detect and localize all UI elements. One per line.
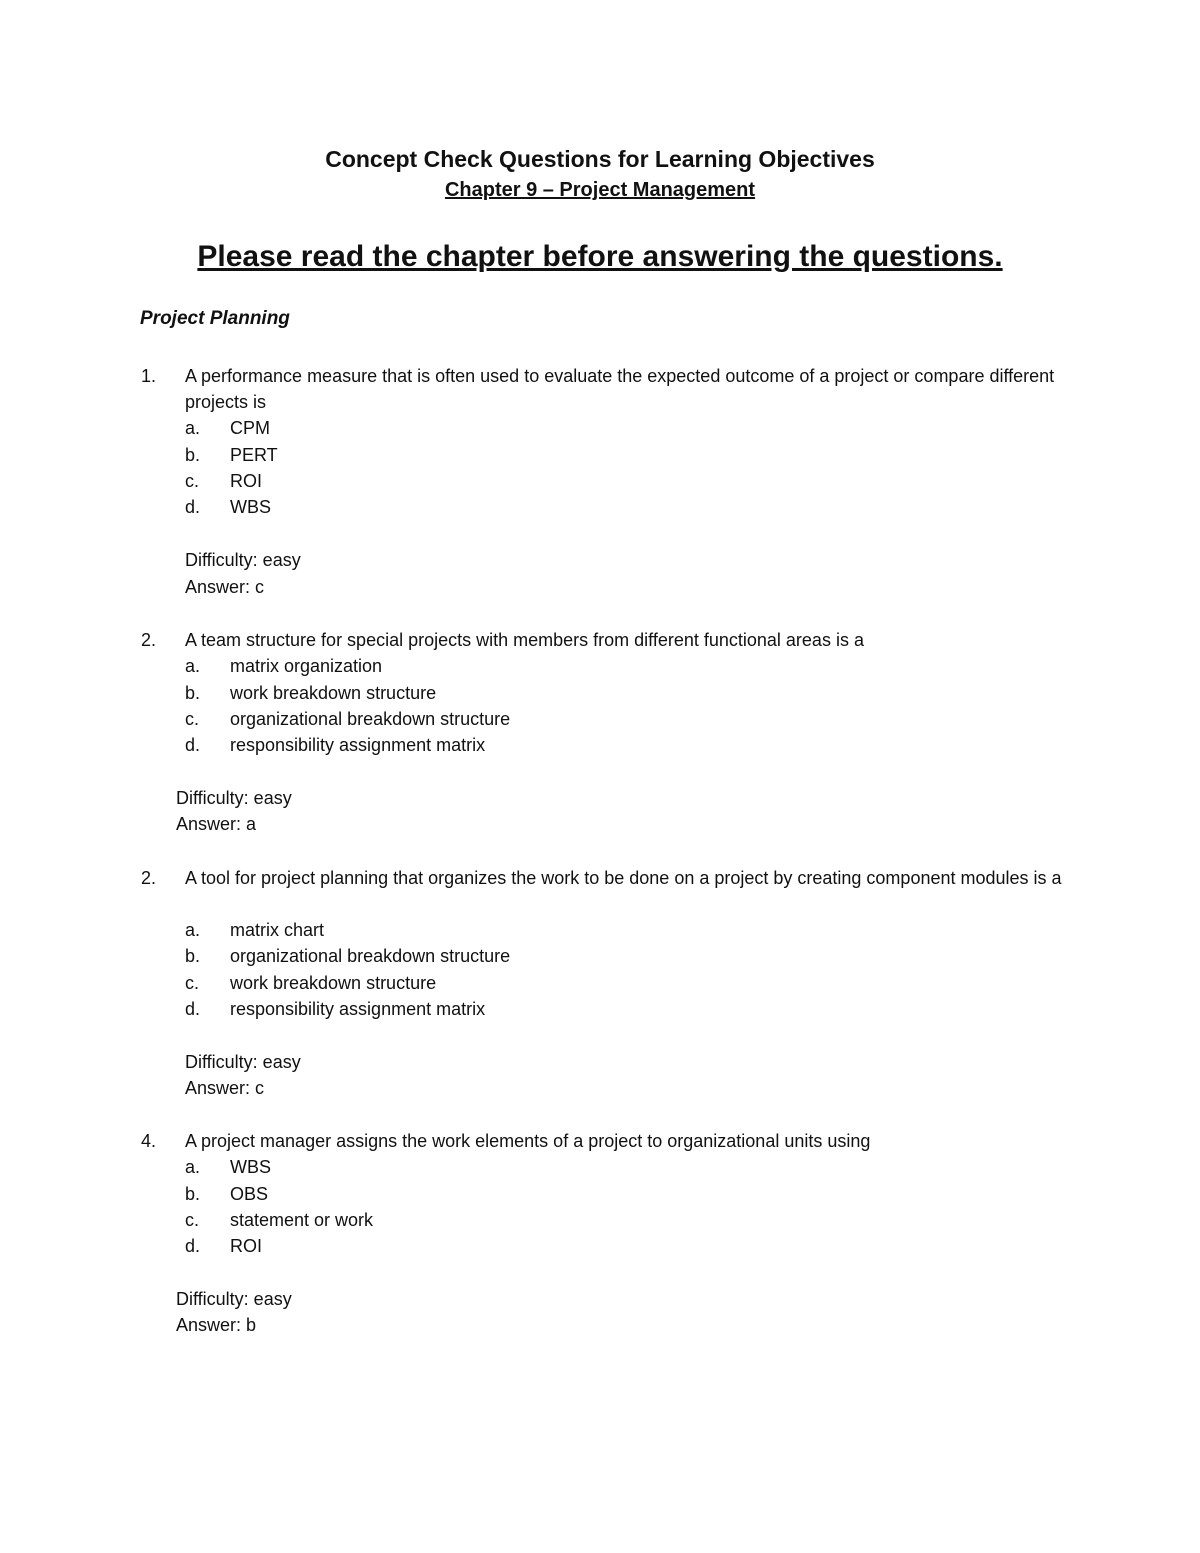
difficulty-label: Difficulty: easy [185, 1052, 301, 1072]
option-letter: a. [185, 418, 201, 438]
reading-notice: Please read the chapter before answering the questions. [197, 240, 1003, 273]
option-text: organizational breakdown structure [230, 709, 511, 729]
option-text: WBS [230, 1157, 272, 1177]
option-text: responsibility assignment matrix [230, 735, 486, 755]
option-text: responsibility assignment matrix [230, 999, 486, 1019]
question-text: A project manager assigns the work elements of a project to organizational units using [185, 1131, 871, 1151]
option-letter: a. [185, 920, 201, 940]
option-text: CPM [230, 418, 270, 438]
option-letter: a. [185, 1157, 201, 1177]
option-letter: b. [185, 1184, 201, 1204]
question-number: 1. [141, 366, 157, 386]
option-letter: c. [185, 709, 200, 729]
answer-label: Answer: c [185, 577, 265, 597]
question-number: 2. [141, 630, 157, 650]
answer-label: Answer: b [176, 1315, 257, 1335]
document-title: Concept Check Questions for Learning Objectives [325, 146, 875, 172]
option-letter: b. [185, 946, 201, 966]
option-letter: d. [185, 1236, 201, 1256]
question-number: 4. [141, 1131, 157, 1151]
question-text: A team structure for special projects with members from different functional areas is a [185, 630, 864, 650]
option-letter: c. [185, 1210, 200, 1230]
answer-label: Answer: a [176, 814, 257, 834]
option-letter: c. [185, 973, 200, 993]
difficulty-label: Difficulty: easy [176, 788, 292, 808]
question-text: A tool for project planning that organizes the work to be done on a project by creating component modules is a [185, 868, 1062, 888]
option-letter: c. [185, 471, 200, 491]
option-letter: b. [185, 683, 201, 703]
option-text: matrix chart [230, 920, 325, 940]
option-letter: b. [185, 445, 201, 465]
option-text: WBS [230, 497, 272, 517]
option-letter: a. [185, 656, 201, 676]
difficulty-label: Difficulty: easy [176, 1289, 292, 1309]
option-text: work breakdown structure [230, 683, 437, 703]
chapter-subtitle: Chapter 9 – Project Management [444, 179, 756, 201]
option-text: PERT [230, 445, 278, 465]
option-text: organizational breakdown structure [230, 946, 511, 966]
option-text: work breakdown structure [230, 973, 437, 993]
question-text: A performance measure that is often used to evaluate the expected outcome of a project or compare different projects is [185, 366, 1055, 412]
option-text: OBS [230, 1184, 269, 1204]
question-number: 2. [141, 868, 157, 888]
option-letter: d. [185, 735, 201, 755]
option-letter: d. [185, 497, 201, 517]
option-text: matrix organization [230, 656, 383, 676]
difficulty-label: Difficulty: easy [185, 550, 301, 570]
section-heading: Project Planning [140, 308, 290, 329]
option-text: statement or work [230, 1210, 374, 1230]
option-letter: d. [185, 999, 201, 1019]
option-text: ROI [230, 471, 263, 491]
answer-label: Answer: c [185, 1078, 265, 1098]
option-text: ROI [230, 1236, 263, 1256]
